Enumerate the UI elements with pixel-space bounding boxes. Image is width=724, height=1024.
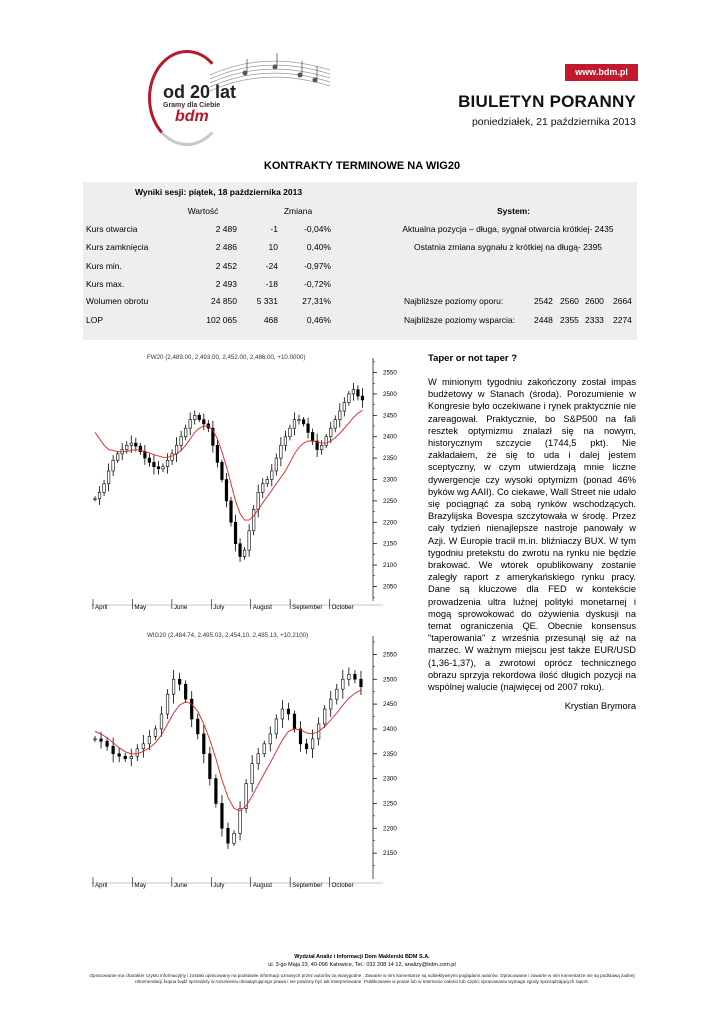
candle-body	[307, 424, 310, 433]
candle-body	[343, 403, 346, 412]
bulletin-title: BIULETYN PORANNY	[458, 92, 636, 111]
resistance-level: 2560	[560, 296, 579, 306]
candle-body	[148, 458, 151, 462]
system-last-change: Ostatnia zmiana sygnału z krótkiej na długą- 2395	[413, 242, 603, 252]
y-tick-label: 2250	[383, 800, 397, 808]
candle-body	[193, 415, 196, 419]
candle-body	[148, 736, 151, 743]
url-badge[interactable]: www.bdm.pl	[565, 64, 638, 81]
candle-body	[190, 699, 193, 719]
candle-body	[348, 394, 351, 403]
candle-body	[107, 471, 110, 484]
candle-body	[160, 714, 163, 729]
x-tick-label: September	[292, 882, 323, 889]
row-value: 2 486	[215, 242, 237, 252]
candle-body	[261, 484, 264, 493]
candle-body	[203, 734, 206, 754]
y-tick-label: 2050	[383, 583, 397, 591]
candle-body	[130, 756, 133, 758]
row-pct: 27,31%	[302, 296, 331, 306]
candle-body	[239, 544, 242, 557]
candle-body	[144, 452, 147, 458]
candle-body	[112, 746, 115, 753]
y-tick-label: 2500	[383, 390, 397, 398]
candle-body	[298, 420, 301, 421]
candle-body	[154, 729, 157, 736]
candle-body	[334, 420, 337, 429]
candle-body	[98, 492, 101, 498]
candle-body	[100, 739, 103, 741]
y-tick-label: 2400	[383, 433, 397, 441]
y-tick-label: 2550	[383, 369, 397, 377]
article-body: W minionym tygodniu zakończony został impas budżetowy w Stanach (środa). Porozumienie w Kongresie było oczekiwane i rynek praktycznie nie zareagował. Praktycznie, bo S&P500 na fali resztek optymizmu znalazł się na nowym, historycznym szczycie (1744,5 pkt). Nie zakładałem, że się to uda i dalej jestem sceptyczny, w czym utwierdzają mnie liczne dywergencje czy wysoki optymizm (ponad 46% byków wg AAII). Co ciekawe, Wall Street nie udało się pociągnąć za sobą rynków wschodzących. Brazylijska Bovespa szczytowała w środę. Przez cały tydzień nienajlepsze nastroje panowały w Azji. W Europie tracił m.in. bliźniaczy BUX. W tym tygodniu pretekstu do zwrotu na rynku nie będzie brakować. We wtorek opublikowany zostanie zaległy raport z amerykańskiego rynku pracy. Dane są kluczowe dla FED w kontekście prowadzenia ultra luźnej polityki monetarnej i mogą sprowokować do ożywienia dyskusji na temat ograniczenia QE. Obecnie konsensus "taperowania" z września przesunął się aż na marzec. W ważnym miejscu jest także EUR/USD (1,36-1,37), a zwrotowi oprócz technicznego obrazu sprzyja rekordowa ilość długich pozycji na wspólnej walucie (najwięcej od 2007 roku).	[428, 377, 636, 693]
candle-body	[280, 445, 283, 458]
candle-body	[103, 484, 106, 493]
row-pct: 0,46%	[306, 315, 331, 325]
candle-body	[252, 509, 255, 530]
candle-body	[311, 739, 314, 749]
row-pct: 0,40%	[306, 242, 331, 252]
candle-body	[196, 719, 199, 734]
logo-text: od 20 lat	[163, 82, 237, 102]
candle-body	[360, 679, 363, 686]
candle-body	[189, 420, 192, 429]
support-level: 2274	[613, 315, 632, 325]
row-label: Kurs min.	[86, 261, 122, 271]
candle-body	[311, 432, 314, 441]
candle-body	[209, 754, 212, 779]
support-level: 2355	[560, 315, 579, 325]
row-label: Kurs max.	[86, 279, 125, 289]
candle-body	[302, 420, 305, 424]
candle-body	[251, 764, 254, 784]
candle-body	[354, 674, 357, 679]
row-value: 2 452	[215, 261, 237, 271]
candle-body	[162, 467, 165, 469]
candle-body	[357, 390, 360, 396]
candle-body	[329, 428, 332, 437]
candle-body	[178, 679, 181, 684]
candle-body	[136, 749, 139, 756]
x-tick-label: October	[331, 604, 354, 611]
support-label: Najbliższe poziomy wsparcia:	[404, 315, 516, 325]
candle-body	[299, 729, 302, 744]
candle-body	[275, 458, 278, 471]
chart-title: FW20 (2,489.00, 2,493.00, 2,452.00, 2,486.00, +10.0000)	[147, 354, 306, 361]
candle-body	[230, 501, 233, 522]
candle-body	[166, 460, 169, 466]
candle-body	[293, 714, 296, 729]
row-change: 468	[263, 315, 278, 325]
logo-brand: bdm	[175, 108, 209, 125]
x-tick-label: September	[292, 604, 323, 611]
x-tick-label: June	[173, 604, 188, 611]
music-notes-decoration	[205, 45, 335, 115]
candle-body	[257, 754, 260, 764]
y-tick-label: 2300	[383, 775, 397, 783]
x-tick-label: April	[95, 604, 108, 611]
candle-body	[320, 445, 323, 449]
candle-body	[184, 428, 187, 437]
candle-body	[289, 428, 292, 437]
candle-body	[269, 734, 272, 744]
article-author: Krystian Brymora	[564, 701, 636, 711]
candle-body	[130, 443, 133, 445]
logo-tagline: Gramy dla Ciebie	[163, 102, 221, 109]
candle-body	[221, 803, 224, 828]
footer-address: ul. 3-go Maja 23, 40-096 Katowice, Tel.: 032 208 14 12, analizy@bdm.com.pl	[268, 962, 456, 968]
row-change: 5 331	[256, 296, 278, 306]
moving-average-line	[95, 410, 363, 520]
row-label: Wolumen obrotu	[86, 296, 149, 306]
y-tick-label: 2100	[383, 562, 397, 570]
support-level: 2448	[534, 315, 553, 325]
candle-body	[284, 437, 287, 446]
candle-body	[203, 420, 206, 424]
candle-body	[94, 499, 97, 500]
x-tick-label: July	[213, 604, 225, 611]
support-level: 2333	[585, 315, 604, 325]
candle-body	[166, 694, 169, 714]
y-tick-label: 2450	[383, 412, 397, 420]
resistance-level: 2600	[585, 296, 604, 306]
row-change: -1	[270, 224, 278, 234]
x-tick-label: June	[173, 882, 188, 889]
candle-body	[293, 420, 296, 429]
candle-body	[153, 462, 156, 466]
candle-body	[216, 445, 219, 462]
bulletin-date: poniedziałek, 21 października 2013	[471, 116, 636, 128]
y-tick-label: 2150	[383, 540, 397, 548]
y-tick-label: 2400	[383, 725, 397, 733]
article-title: Taper or not taper ?	[428, 353, 518, 364]
candle-body	[180, 437, 183, 446]
candle-body	[239, 808, 242, 833]
candle-body	[342, 679, 345, 689]
candle-body	[184, 684, 187, 699]
candle-body	[329, 699, 332, 709]
candle-body	[348, 674, 351, 679]
x-tick-label: April	[95, 882, 108, 889]
session-header: Wyniki sesji: piątek, 18 października 2013	[135, 187, 303, 197]
candle-body	[287, 709, 290, 714]
row-pct: -0,97%	[304, 261, 331, 271]
candle-body	[225, 480, 228, 501]
row-change: -18	[265, 279, 278, 289]
candle-body	[221, 462, 224, 479]
candle-body	[361, 396, 364, 400]
candle-body	[305, 744, 308, 749]
candle-body	[248, 531, 251, 550]
y-tick-label: 2350	[383, 455, 397, 463]
fw20-chart	[83, 350, 398, 630]
row-value: 24 850	[211, 296, 237, 306]
row-pct: -0,04%	[304, 224, 331, 234]
candle-body	[339, 411, 342, 420]
candle-body	[271, 471, 274, 480]
candle-body	[323, 709, 326, 724]
candle-body	[257, 492, 260, 509]
y-tick-label: 2250	[383, 497, 397, 505]
candle-body	[266, 480, 269, 484]
row-value: 2 489	[215, 224, 237, 234]
x-tick-label: August	[252, 882, 272, 889]
y-tick-label: 2350	[383, 750, 397, 758]
y-tick-label: 2500	[383, 676, 397, 684]
candle-body	[243, 550, 246, 556]
system-position: Aktualna pozycja – długa, sygnał otwarcia krótkiej- 2435	[402, 224, 614, 234]
col-value-header: Wartość	[187, 206, 219, 216]
footer-disclaimer: Opracowanie ma charakter czysto informacyjny i zostało opracowany na podstawie informacji uznanych przez autorów za wiarygodne . Zawarte w nim komentarze są subiektywnymi poglądami autorów. Opracowanie i zawarte w nim komentarze nie są podstawą żadnej rekomendacji kupna bądź sprzedaży w rozumieniu obowiązującego prawa i nie powinny być tak interpretowane. Publikowanie w prasie lub w Internecie całości lub części opracowania wymaga zgody sporządzających raport.	[89, 973, 635, 985]
row-change: 10	[268, 242, 278, 252]
moving-average-line	[95, 690, 361, 811]
chart-title: WIG20 (2,484.74, 2,495.03, 2,454.10, 2,485.13, +10.2100)	[147, 632, 309, 639]
candle-body	[275, 719, 278, 734]
candle-body	[215, 779, 218, 804]
row-value: 102 065	[206, 315, 237, 325]
row-change: -24	[265, 261, 278, 271]
resistance-level: 2664	[613, 296, 632, 306]
candle-body	[135, 443, 138, 446]
candle-body	[106, 741, 109, 746]
x-tick-label: August	[252, 604, 272, 611]
section-title: KONTRAKTY TERMINOWE NA WIG20	[263, 160, 461, 172]
candle-body	[171, 454, 174, 460]
y-tick-label: 2450	[383, 701, 397, 709]
candle-body	[281, 709, 284, 719]
candle-body	[325, 437, 328, 446]
candle-body	[172, 679, 175, 694]
y-tick-label: 2150	[383, 850, 397, 858]
y-tick-label: 2200	[383, 519, 397, 527]
candle-body	[94, 739, 97, 740]
row-label: LOP	[86, 315, 104, 325]
footer-company: Wydział Analiz i Informacji Dom Maklerski BDM S.A.	[294, 954, 430, 960]
candle-body	[233, 833, 236, 843]
col-change-header: Zmiana	[283, 206, 313, 216]
candle-body	[234, 522, 237, 543]
row-label: Kurs zamknięcia	[86, 242, 149, 252]
candle-body	[335, 689, 338, 699]
x-tick-label: July	[213, 882, 225, 889]
x-tick-label: May	[134, 882, 147, 889]
candle-body	[142, 744, 145, 749]
x-tick-label: October	[331, 882, 354, 889]
candle-body	[118, 754, 121, 756]
wig20-chart	[83, 628, 398, 908]
row-pct: -0,72%	[304, 279, 331, 289]
candle-body	[227, 828, 230, 843]
candle-body	[124, 756, 127, 758]
resistance-label: Najbliższe poziomy oporu:	[404, 296, 504, 306]
candle-body	[112, 460, 115, 471]
candle-body	[352, 390, 355, 394]
y-tick-label: 2200	[383, 825, 397, 833]
candle-body	[157, 467, 160, 469]
y-tick-label: 2550	[383, 651, 397, 659]
candle-body	[263, 744, 266, 754]
candle-body	[116, 454, 119, 460]
candle-body	[125, 445, 128, 449]
row-label: Kurs otwarcia	[86, 224, 138, 234]
y-tick-label: 2300	[383, 476, 397, 484]
row-value: 2 493	[215, 279, 237, 289]
candle-body	[198, 415, 201, 419]
resistance-level: 2542	[534, 296, 553, 306]
session-results-panel	[83, 182, 637, 340]
x-tick-label: May	[134, 604, 147, 611]
system-title: System:	[497, 206, 531, 216]
